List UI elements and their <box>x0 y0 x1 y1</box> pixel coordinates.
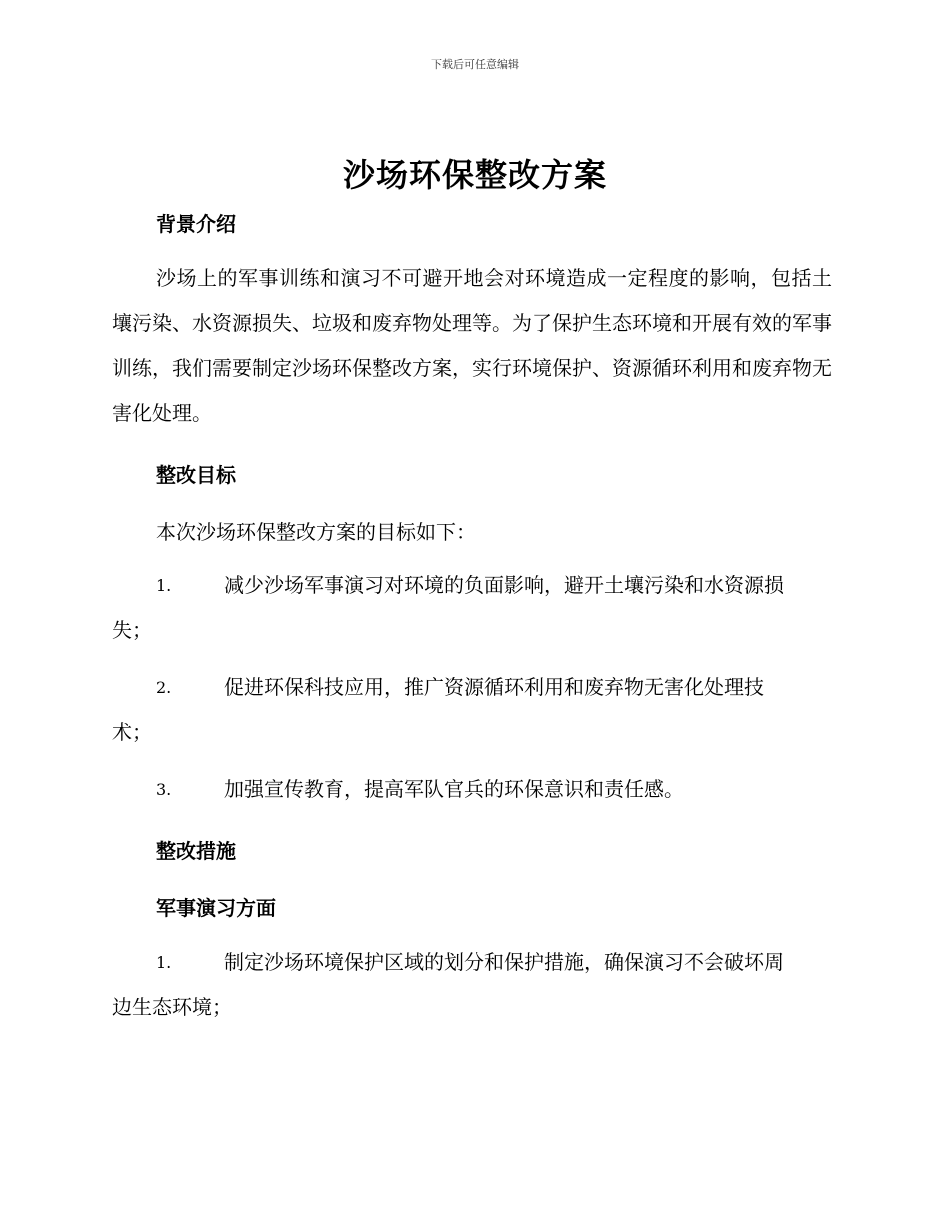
list-item-text: 促进环保科技应用，推广资源循环利用和废弃物无害化处理技 <box>224 675 764 699</box>
header-note: 下载后可任意编辑 <box>431 58 519 71</box>
goal-item-1 <box>112 563 832 653</box>
list-number: 1. <box>156 576 172 595</box>
measure-item-1 <box>112 940 832 1030</box>
goal-item-3 <box>112 767 832 812</box>
list-number: 1. <box>156 953 172 972</box>
heading-goals: 整改目标 <box>156 463 236 487</box>
list-item-text: 减少沙场军事演习对环境的负面影响，避开土壤污染和水资源损 <box>224 573 784 597</box>
heading-measures: 整改措施 <box>156 839 236 863</box>
list-item-text-continued: 术； <box>112 720 152 744</box>
goal-item-2 <box>112 665 832 755</box>
list-item-text: 加强宣传教育，提高军队官兵的环保意识和责任感。 <box>224 777 684 801</box>
subheading-military-exercise: 军事演习方面 <box>156 896 276 920</box>
heading-background: 背景介绍 <box>156 212 236 236</box>
paragraph-background: 沙场上的军事训练和演习不可避开地会对环境造成一定程度的影响，包括土壤污染、水资源损失、垃圾和废弃物处理等。为了保护生态环境和开展有效的军事训练，我们需要制定沙场环保整改方案，实行环境保护、资源循环利用和废弃物无害化处理。 <box>112 266 832 425</box>
list-item-text-continued: 失； <box>112 618 152 642</box>
list-item-text: 制定沙场环境保护区域的划分和保护措施，确保演习不会破坏周 <box>224 950 784 974</box>
goals-intro: 本次沙场环保整改方案的目标如下： <box>156 520 476 544</box>
list-number: 3. <box>156 780 172 799</box>
document-title: 沙场环保整改方案 <box>342 156 607 194</box>
list-item-text-continued: 边生态环境； <box>112 995 232 1019</box>
list-number: 2. <box>156 678 172 697</box>
